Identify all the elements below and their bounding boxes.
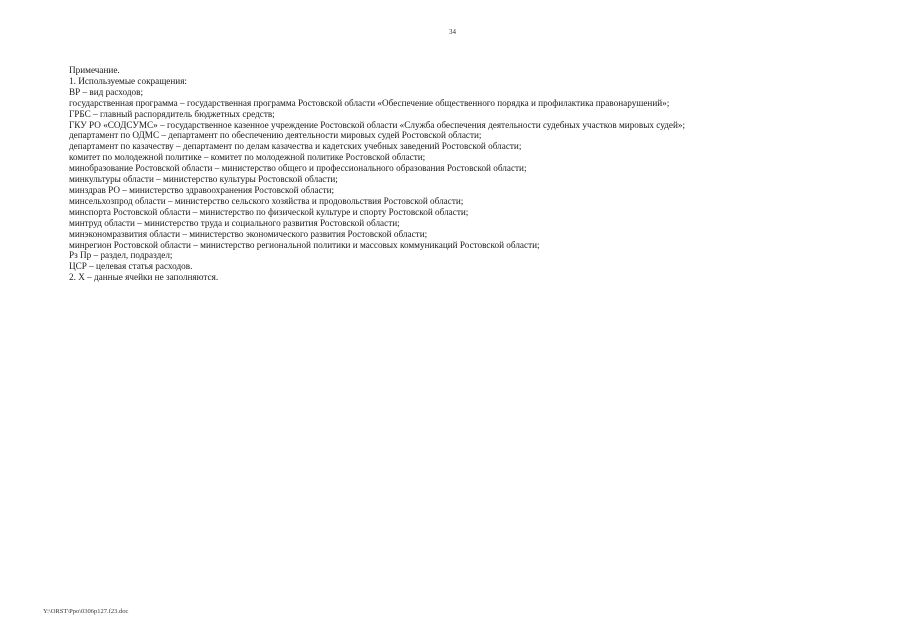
note-item-min-sport: минспорта Ростовской области – министерство по физической культуре и спорту Ростовской области; bbox=[69, 206, 469, 217]
note-heading: Примечание. bbox=[69, 65, 120, 75]
note-item-min-labour: минтруд области – министерство труда и социального развития Ростовской области; bbox=[69, 217, 400, 228]
document-file-path: Y:\ORST\Ppo\0306p127.f23.doc bbox=[43, 608, 129, 615]
note-item-rz-pr: Рз Пр – раздел, подраздел; bbox=[69, 250, 173, 261]
page-number: 34 bbox=[449, 28, 456, 36]
note-item-youth-committee: комитет по молодежной политике – комитет по молодежной политике Ростовской области; bbox=[69, 152, 426, 163]
note-item-min-education: минобразование Ростовской области – министерство общего и профессионального образования Ростовской области; bbox=[69, 163, 527, 174]
note-item-csr: ЦСР – целевая статья расходов. bbox=[69, 261, 193, 272]
note-item-min-health: минздрав РО – министерство здравоохранения Ростовской области; bbox=[69, 184, 335, 195]
note-item-min-agriculture: минсельхозпрод области – министерство сельского хозяйства и продовольствия Ростовской области; bbox=[69, 195, 464, 206]
abbreviations-note bbox=[69, 65, 859, 283]
note-item-min-economy: минэкономразвития области – министерство экономического развития Ростовской области; bbox=[69, 228, 428, 239]
note-item-dept-cossacks: департамент по казачеству – департамент по делам казачества и кадетских учебных заведений Ростовской области; bbox=[69, 141, 522, 152]
note-item-x-cells: 2. Х – данные ячейки не заполняются. bbox=[69, 272, 219, 283]
note-item-min-culture: минкультуры области – министерство культуры Ростовской области; bbox=[69, 174, 338, 185]
note-item-min-region: минрегион Ростовской области – министерство региональной политики и массовых коммуникаций Ростовской области; bbox=[69, 239, 540, 250]
note-item-vr: ВР – вид расходов; bbox=[69, 86, 144, 97]
note-item-abbreviations-title: 1. Используемые сокращения: bbox=[69, 75, 187, 86]
note-item-dept-odms: департамент по ОДМС – департамент по обеспечению деятельности мировых судей Ростовской области; bbox=[69, 130, 482, 141]
note-item-state-program: государственная программа – государственная программа Ростовской области «Обеспечение общественного порядка и профилактика правонарушений»; bbox=[69, 97, 670, 108]
note-item-grbs: ГРБС – главный распорядитель бюджетных средств; bbox=[69, 108, 275, 119]
note-item-gku-sodsums: ГКУ РО «СОДСУМС» – государственное казенное учреждение Ростовской области «Служба обеспечения деятельности судебных участков мировых судей»; bbox=[69, 119, 686, 130]
